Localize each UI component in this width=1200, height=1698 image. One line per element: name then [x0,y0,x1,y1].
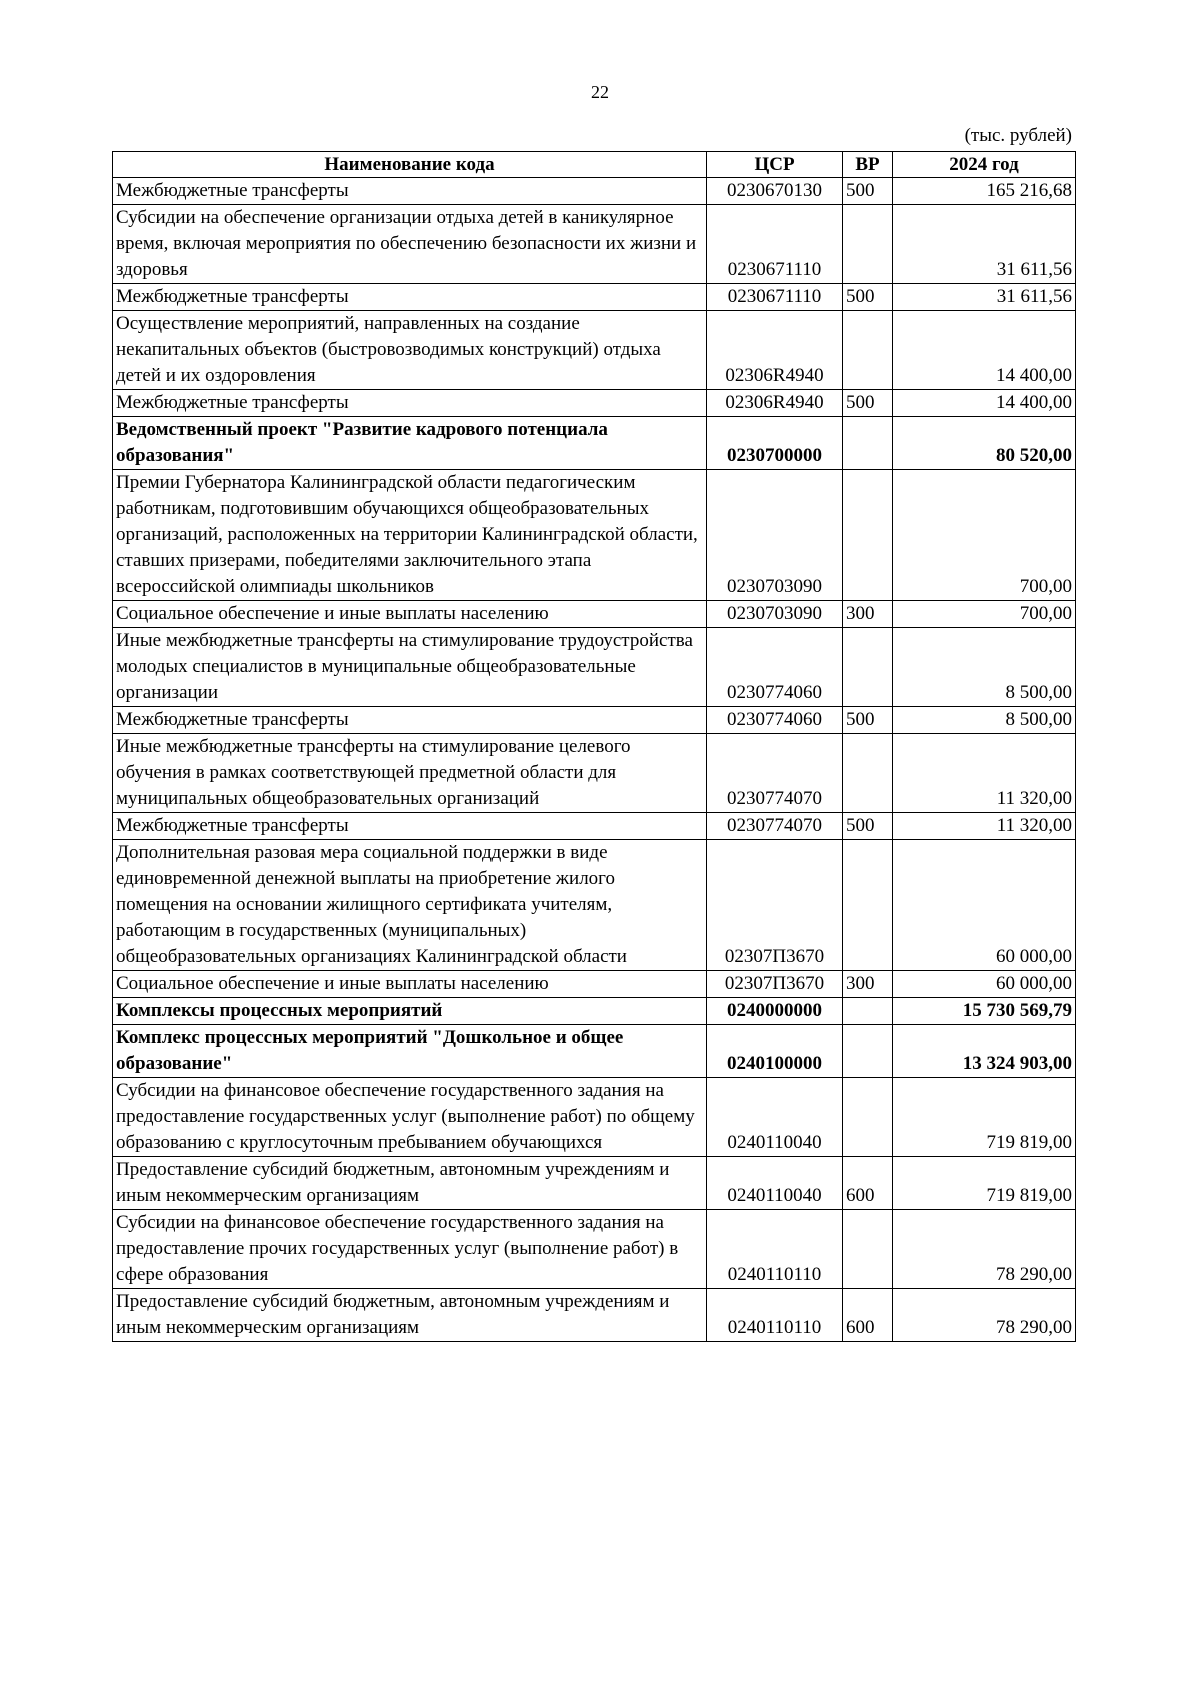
row-sum: 700,00 [893,601,1076,628]
table-row [113,707,1076,734]
table-row [113,470,1076,601]
row-csr: 0240000000 [707,998,843,1025]
row-sum: 78 290,00 [893,1210,1076,1289]
row-sum: 14 400,00 [893,311,1076,390]
table-row [113,390,1076,417]
table-row [113,1078,1076,1157]
row-vr [843,417,893,470]
row-vr [843,628,893,707]
row-vr: 300 [843,601,893,628]
table-row [113,971,1076,998]
table-row [113,417,1076,470]
row-sum: 15 730 569,79 [893,998,1076,1025]
table-row [113,813,1076,840]
row-sum: 8 500,00 [893,707,1076,734]
row-csr: 02307П3670 [707,971,843,998]
row-vr [843,734,893,813]
row-name: Иные межбюджетные трансферты на стимулирование целевого обучения в рамках соответствующей предметной области для муниципальных общеобразовательных организаций [113,734,707,813]
row-name: Осуществление мероприятий, направленных на создание некапитальных объектов (быстровозводимых конструкций) отдыха детей и их оздоровления [113,311,707,390]
table-row [113,311,1076,390]
table-row [113,1210,1076,1289]
row-sum: 31 611,56 [893,284,1076,311]
row-csr: 02306R4940 [707,390,843,417]
table-header-row [113,152,1076,178]
row-vr: 500 [843,178,893,205]
row-csr: 0240110040 [707,1078,843,1157]
row-csr: 0240110040 [707,1157,843,1210]
row-sum: 14 400,00 [893,390,1076,417]
header-name: Наименование кода [113,152,707,178]
row-name: Социальное обеспечение и иные выплаты населению [113,601,707,628]
row-vr [843,311,893,390]
table-row [113,205,1076,284]
row-vr [843,840,893,971]
row-csr: 0230774060 [707,707,843,734]
table-row [113,998,1076,1025]
row-csr: 0240100000 [707,1025,843,1078]
table-row [113,601,1076,628]
table-row [113,178,1076,205]
row-vr [843,998,893,1025]
table-row [113,284,1076,311]
row-name: Предоставление субсидий бюджетным, автономным учреждениям и иным некоммерческим организациям [113,1157,707,1210]
table-row [113,840,1076,971]
row-name: Межбюджетные трансферты [113,390,707,417]
row-csr: 02306R4940 [707,311,843,390]
row-vr: 600 [843,1289,893,1342]
page-number: 22 [591,82,609,102]
row-csr: 0240110110 [707,1210,843,1289]
row-name: Ведомственный проект "Развитие кадрового потенциала образования" [113,417,707,470]
row-csr: 02307П3670 [707,840,843,971]
row-name: Субсидии на обеспечение организации отдыха детей в каникулярное время, включая мероприятия по обеспечению безопасности их жизни и здоровья [113,205,707,284]
row-sum: 80 520,00 [893,417,1076,470]
row-sum: 60 000,00 [893,971,1076,998]
row-name: Предоставление субсидий бюджетным, автономным учреждениям и иным некоммерческим организациям [113,1289,707,1342]
header-vr: ВР [843,152,893,178]
row-csr: 0230774070 [707,813,843,840]
row-vr [843,205,893,284]
row-csr: 0230703090 [707,470,843,601]
row-sum: 11 320,00 [893,813,1076,840]
row-vr: 600 [843,1157,893,1210]
row-vr [843,1210,893,1289]
row-csr: 0230670130 [707,178,843,205]
row-sum: 8 500,00 [893,628,1076,707]
budget-table [112,151,1076,1342]
row-sum: 700,00 [893,470,1076,601]
row-vr: 300 [843,971,893,998]
units-note: (тыс. рублей) [964,125,1072,146]
row-vr [843,470,893,601]
row-sum: 719 819,00 [893,1078,1076,1157]
row-sum: 11 320,00 [893,734,1076,813]
row-sum: 60 000,00 [893,840,1076,971]
row-sum: 719 819,00 [893,1157,1076,1210]
header-year: 2024 год [893,152,1076,178]
row-sum: 31 611,56 [893,205,1076,284]
row-name: Комплекс процессных мероприятий "Дошкольное и общее образование" [113,1025,707,1078]
row-vr: 500 [843,390,893,417]
row-csr: 0230671110 [707,284,843,311]
row-sum: 78 290,00 [893,1289,1076,1342]
table-row [113,1157,1076,1210]
row-csr: 0240110110 [707,1289,843,1342]
row-csr: 0230774060 [707,628,843,707]
row-name: Комплексы процессных мероприятий [113,998,707,1025]
row-csr: 0230671110 [707,205,843,284]
table-row [113,1025,1076,1078]
row-name: Межбюджетные трансферты [113,178,707,205]
row-vr: 500 [843,707,893,734]
row-name: Социальное обеспечение и иные выплаты населению [113,971,707,998]
row-name: Межбюджетные трансферты [113,284,707,311]
row-name: Субсидии на финансовое обеспечение государственного задания на предоставление государственных услуг (выполнение работ) по общему образованию с круглосуточным пребыванием обучающихся [113,1078,707,1157]
table-row [113,628,1076,707]
table-row [113,734,1076,813]
row-vr: 500 [843,284,893,311]
row-name: Межбюджетные трансферты [113,707,707,734]
row-vr [843,1025,893,1078]
row-sum: 13 324 903,00 [893,1025,1076,1078]
row-csr: 0230700000 [707,417,843,470]
table-row [113,1289,1076,1342]
row-csr: 0230774070 [707,734,843,813]
row-name: Премии Губернатора Калининградской области педагогическим работникам, подготовившим обучающихся общеобразовательных организаций, расположенных на территории Калининградской области, ставших призерами, победителями заключительного этапа всероссийской олимпиады школьников [113,470,707,601]
row-name: Субсидии на финансовое обеспечение государственного задания на предоставление прочих государственных услуг (выполнение работ) в сфере образования [113,1210,707,1289]
header-csr: ЦСР [707,152,843,178]
row-vr: 500 [843,813,893,840]
table-body [113,178,1076,1342]
row-csr: 0230703090 [707,601,843,628]
row-name: Иные межбюджетные трансферты на стимулирование трудоустройства молодых специалистов в муниципальные общеобразовательные организации [113,628,707,707]
row-name: Межбюджетные трансферты [113,813,707,840]
row-sum: 165 216,68 [893,178,1076,205]
row-vr [843,1078,893,1157]
row-name: Дополнительная разовая мера социальной поддержки в виде единовременной денежной выплаты на приобретение жилого помещения на основании жилищного сертификата учителям, работающим в государственных (муниципальных) общеобразовательных организациях Калининградской области [113,840,707,971]
